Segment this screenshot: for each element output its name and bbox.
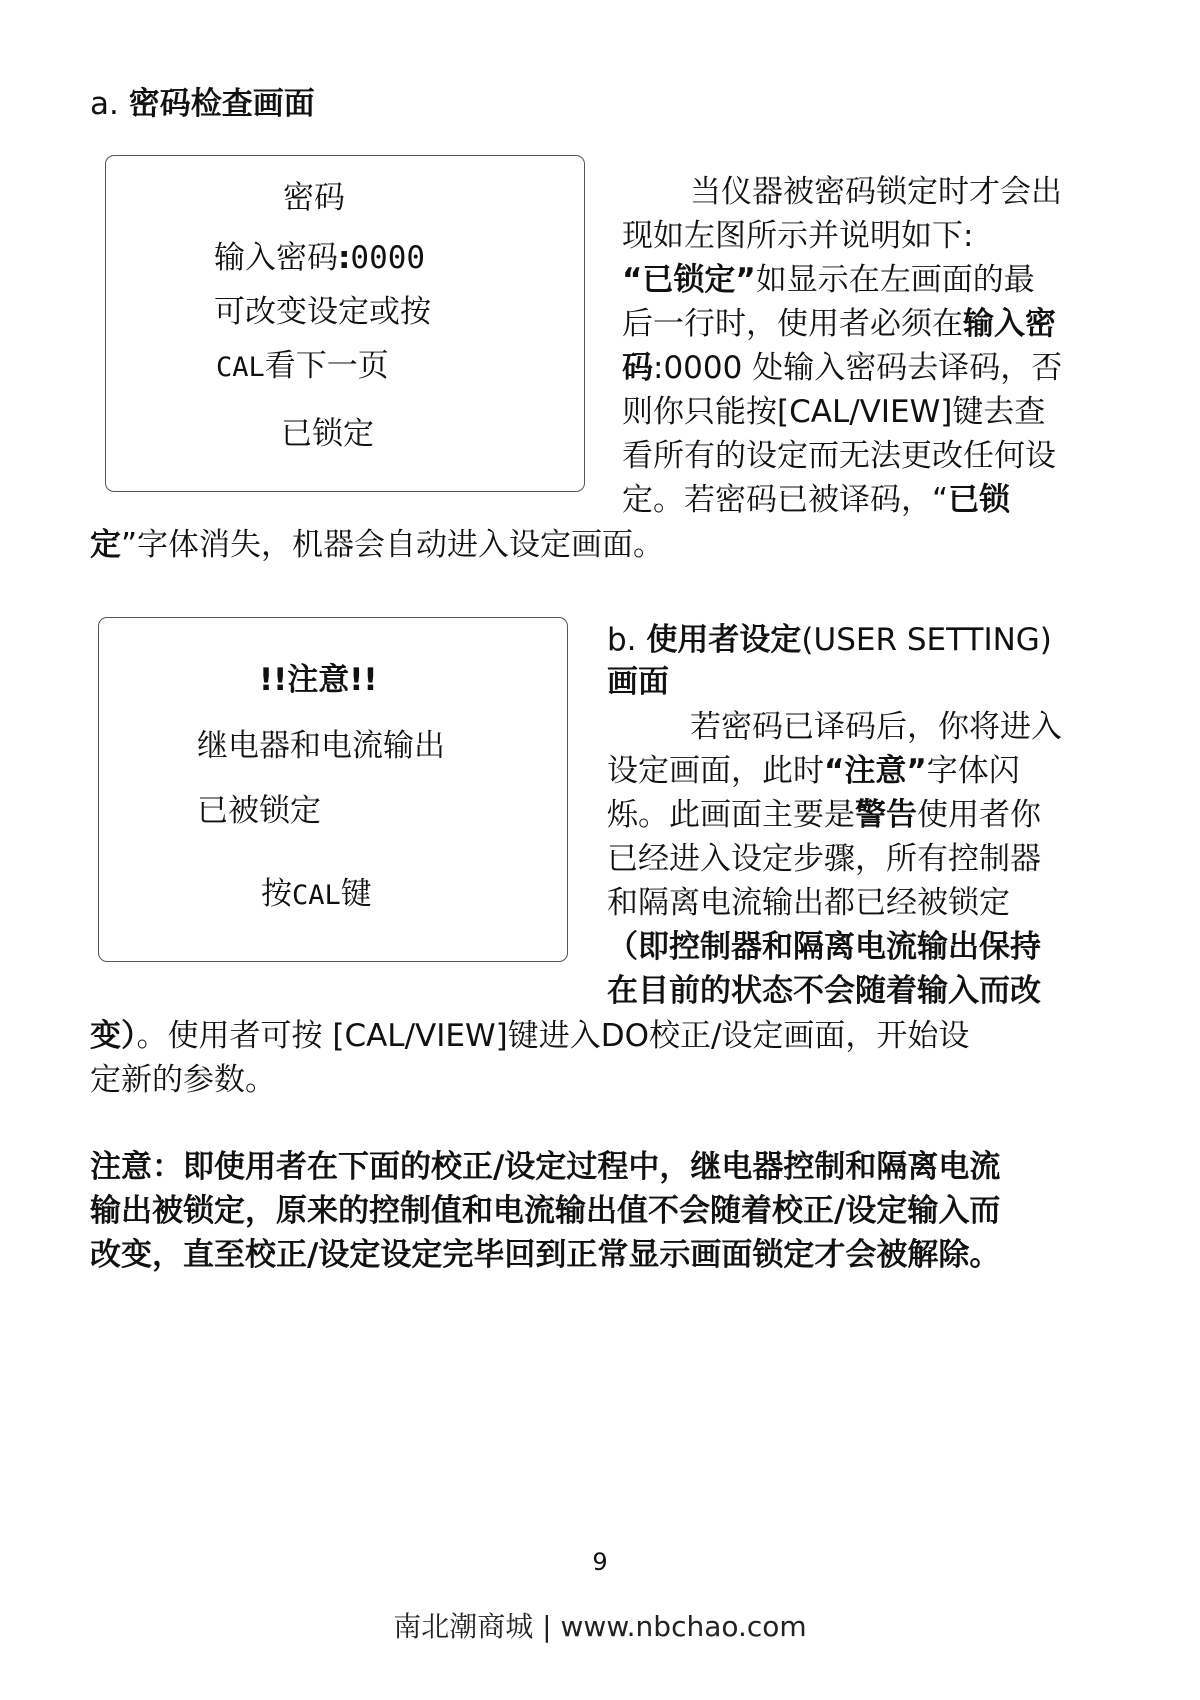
section-b-desc-line1: 若密码已译码后，你将进入 [690,709,1062,745]
input-password-term: 输入密 [963,306,1056,342]
section-b-desc-line8-text: 。使用者可按 [CAL/VIEW]键进入DO校正/设定画面，开始设 [136,1018,970,1054]
section-b-heading2: 画面 [607,664,669,700]
warning-term: 警告 [855,797,917,833]
section-b-desc-line5: 和隔离电流输出都已经被锁定 [607,885,1010,921]
section-b-desc-line2-text1: 设定画面，此时 [607,753,824,789]
section-a-desc-line6: 则你只能按[CAL/VIEW]键去查 [622,394,1046,430]
warning-screen-line1: 继电器和电流输出 [197,728,445,764]
section-a-desc-line9-text: ”字体消失，机器会自动进入设定画面。 [121,527,665,563]
note-line3: 改变，直至校正/设定设定完毕回到正常显示画面锁定才会被解除。 [90,1237,1001,1273]
note-line1: 注意：即使用者在下面的校正/设定过程中，继电器控制和隔离电流 [90,1149,1001,1185]
section-a-desc-line3-text: 如显示在左画面的最 [755,262,1035,298]
section-a-desc-line8-text: 定。若密码已被译码，“ [622,482,949,518]
cal-key-label: CAL [216,352,265,383]
press-text: 按 [261,876,292,912]
section-b-desc-line2 [607,749,1020,794]
section-b-title: 使用者设定 [646,622,802,658]
password-value: 0000 [350,240,426,276]
password-screen-line3-text: 看下一页 [264,348,389,384]
password-screen-panel [105,155,585,492]
section-b-heading [607,618,1052,663]
section-b-desc-line9: 定新的参数。 [90,1062,276,1098]
quote-open: “ [622,262,643,298]
section-b-desc-line2-text2: 字体闪 [926,753,1020,789]
section-b-desc-line8-bold: 变） [90,1018,137,1054]
warning-screen-line2: 已被锁定 [197,793,321,829]
section-b-desc-line4: 已经进入设定步骤，所有控制器 [607,841,1041,877]
section-a-desc-line5 [622,346,1062,391]
section-a-desc-line7: 看所有的设定而无法更改任何设 [622,438,1056,474]
locked-term-2-end: 定 [90,527,121,563]
section-b-label: b. [607,622,637,658]
password-screen-line3 [216,346,389,388]
section-a-desc-line4 [622,302,1056,347]
note-line2: 输出被锁定，原来的控制值和电流输出值不会随着校正/设定输入而 [90,1193,1001,1229]
section-a-desc-line5-text: :0000 处输入密码去译码，否 [653,350,1063,386]
locked-term: 已锁定 [642,262,736,298]
password-input-label: 输入密码 [214,240,338,276]
section-b-desc-line3-text1: 烁。此画面主要是 [607,797,855,833]
warning-screen-panel [98,617,568,962]
section-b-desc-line7: 在目前的状态不会随着输入而改 [607,973,1041,1009]
password-input-line [214,238,425,278]
section-a-desc-line9 [90,523,664,568]
section-b-title-en: (USER SETTING) [801,622,1052,658]
password-screen-title: 密码 [283,180,345,216]
section-b-desc-line6: （即控制器和隔离电流输出保持 [607,929,1041,965]
warning-screen-line3 [261,874,372,916]
section-a-label: a. [90,86,119,122]
warning-screen-title: !!注意!! [259,662,378,698]
locked-term-2: 已锁 [948,482,1011,518]
section-b-desc-line8 [90,1014,969,1059]
section-a-desc-line2: 现如左图所示并说明如下: [622,218,974,254]
section-a-desc-line3 [622,258,1035,303]
password-screen-line2: 可改变设定或按 [214,294,431,330]
section-b-desc-line3-text2: 使用者你 [917,797,1041,833]
cal-key-label-2: CAL [292,880,341,911]
quote-close: ” [735,262,756,298]
section-a-heading [90,84,315,124]
section-a-title: 密码检查画面 [128,86,315,122]
page-number: 9 [592,1548,608,1576]
input-password-term-end: 码 [622,350,653,386]
password-colon: : [338,240,351,276]
section-a-desc-line1: 当仪器被密码锁定时才会出 [690,174,1062,210]
attention-term: “注意” [824,753,927,789]
key-text: 键 [340,876,372,912]
locked-status: 已锁定 [281,416,374,452]
site-footer: 南北潮商城 | www.nbchao.com [393,1610,807,1643]
section-a-desc-line4-text: 后一行时，使用者必须在 [622,306,963,342]
section-b-desc-line3 [607,793,1041,838]
section-a-desc-line8 [622,478,1010,523]
